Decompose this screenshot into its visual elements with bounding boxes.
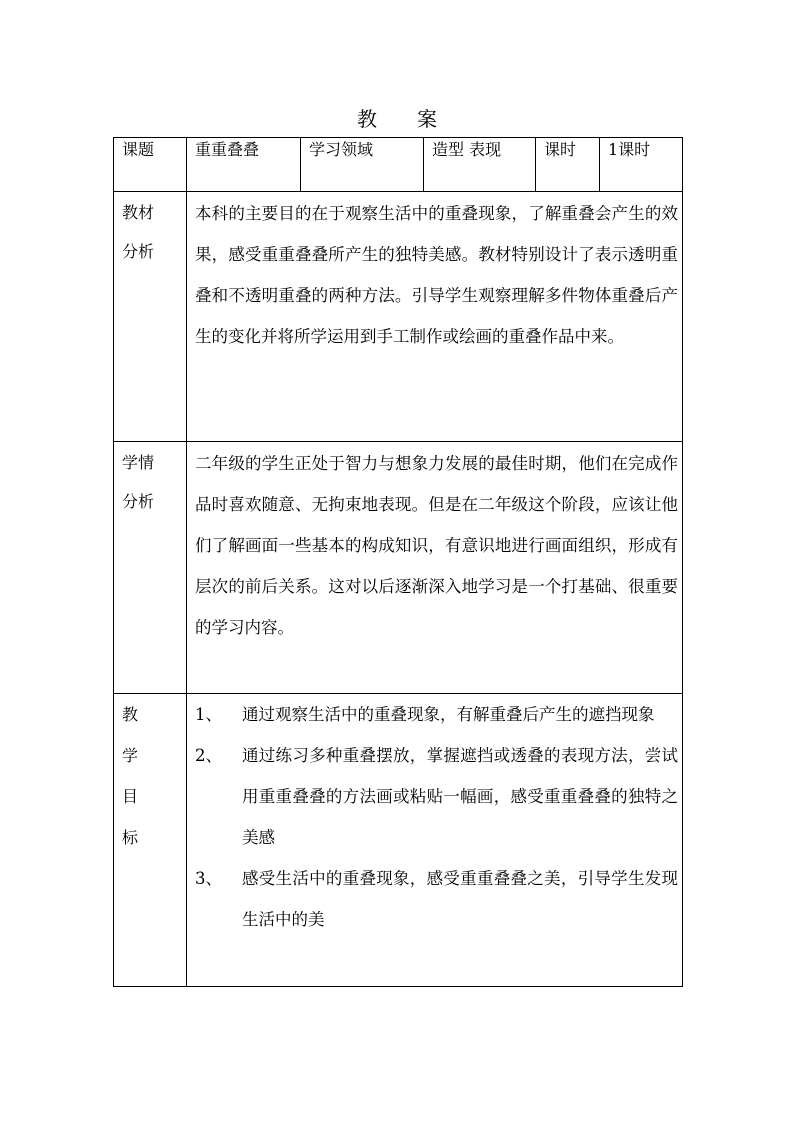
goal-number: 1、 [195,705,222,724]
field-label-cell [301,138,424,192]
field-value-cell [424,138,536,192]
teaching-goals-label-cell [114,694,187,987]
hours-value-cell [600,138,683,192]
field-label: 学习领域 [309,140,374,159]
goal-item [187,694,682,735]
student-analysis-label-line2: 分析 [122,492,155,511]
material-analysis-label-cell [114,192,187,442]
goal-number: 3、 [195,869,222,888]
goal-text: 通过练习多种重叠摆放，掌握遮挡或透叠的表现方法，尝试用重重叠叠的方法画或粘贴一幅画，感受重重叠叠的独特之美感 [242,746,678,847]
lesson-plan-table [113,137,683,987]
teaching-goals-label-char-4: 标 [122,828,139,847]
material-analysis-text: 本科的主要目的在于观察生活中的重叠现象，了解重叠会产生的效果，感受重重叠叠所产生的独特美感。教材特别设计了表示透明重叠和不透明重叠的两种方法。引导学生观察理解多件物体重叠后产生的变化并将所学运用到手工制作或绘画的重叠作品中来。 [195,204,678,346]
goal-number: 2、 [195,746,222,765]
material-analysis-content-cell [187,192,683,442]
header-row [114,138,683,192]
teaching-goals-label-char-1: 教 [122,705,139,724]
teaching-goals-label-char-2: 学 [122,746,139,765]
goal-text: 通过观察生活中的重叠现象，有解重叠后产生的遮挡现象 [242,705,655,724]
material-analysis-row [114,192,683,442]
student-analysis-content-cell [187,442,683,694]
teaching-goals-label-char-3: 目 [122,787,139,806]
topic-value: 重重叠叠 [195,140,260,159]
teaching-goals-content-cell [187,694,683,987]
student-analysis-row [114,442,683,694]
hours-value: 1课时 [608,140,651,159]
material-analysis-label-line2: 分析 [122,242,155,261]
document-title [0,103,794,132]
field-value: 造型 表现 [432,140,502,159]
student-analysis-label-line1: 学情 [122,453,155,472]
topic-label-cell [114,138,187,192]
title-char-1: 教 [357,107,377,131]
teaching-goals-row [114,694,683,987]
topic-label: 课题 [122,140,155,159]
title-char-2: 案 [417,107,437,131]
student-analysis-label-cell [114,442,187,694]
material-analysis-label-line1: 教材 [122,203,155,222]
hours-label-cell [536,138,600,192]
goal-item [187,735,682,858]
goal-text: 感受生活中的重叠现象，感受重重叠叠之美，引导学生发现生活中的美 [242,869,678,929]
student-analysis-text: 二年级的学生正处于智力与想象力发展的最佳时期，他们在完成作品时喜欢随意、无拘束地表现。但是在二年级这个阶段，应该让他们了解画面一些基本的构成知识，有意识地进行画面组织，形成有层次的前后关系。这对以后逐渐深入地学习是一个打基础、很重要的学习内容。 [195,454,678,637]
goal-item [187,858,682,940]
hours-label: 课时 [544,140,577,159]
topic-value-cell [187,138,301,192]
